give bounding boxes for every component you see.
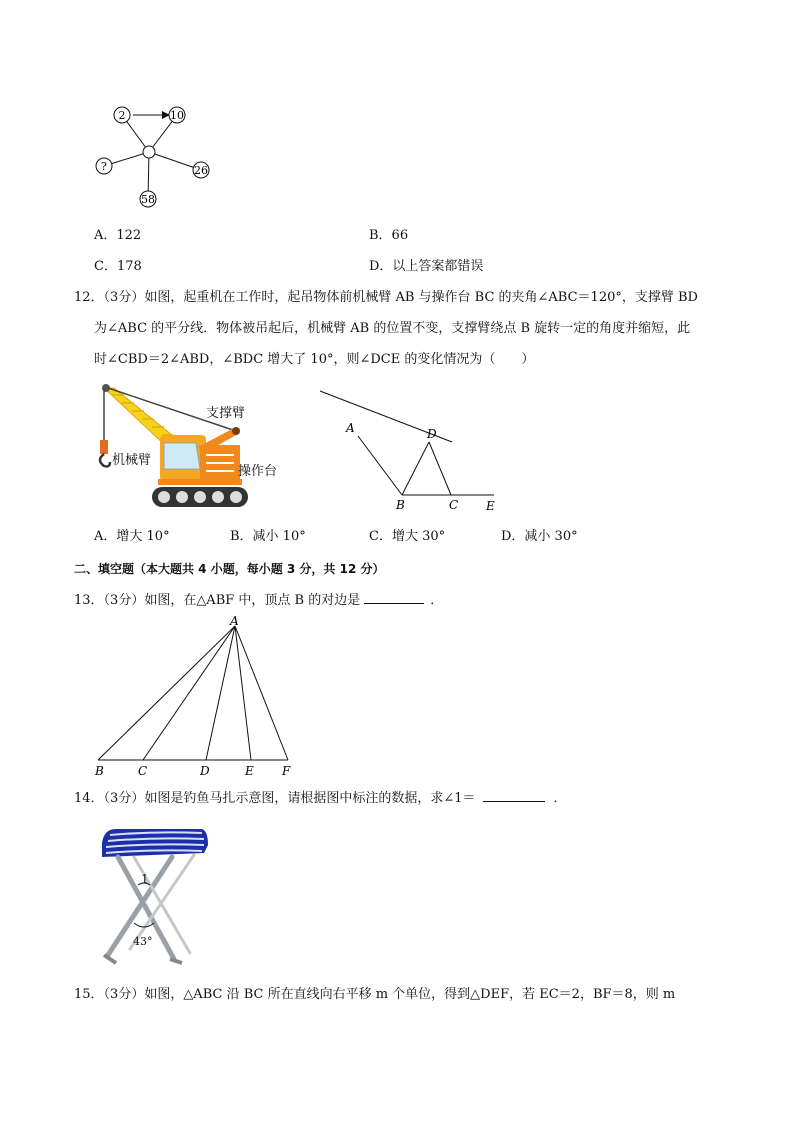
svg-text:10: 10 <box>170 109 184 122</box>
svg-text:A: A <box>346 421 355 435</box>
svg-text:C: C <box>138 764 148 778</box>
q14-question <box>74 788 567 808</box>
svg-text:机械臂: 机械臂 <box>112 453 152 468</box>
fishing-stool-illustration <box>94 823 214 973</box>
svg-text:E: E <box>245 764 254 778</box>
q13-question <box>74 590 443 610</box>
q12-option-d: D．减小 30° <box>501 529 578 544</box>
q13-end: ． <box>430 593 444 608</box>
q14-answer-blank <box>483 788 545 802</box>
svg-text:26: 26 <box>194 164 208 177</box>
svg-text:E: E <box>486 499 495 513</box>
q11-figure <box>90 100 220 212</box>
svg-text:58: 58 <box>141 193 155 206</box>
q11-option-d: D．以上答案都错误 <box>369 259 484 274</box>
q15-line1: 15．（3分）如图，△ABC 沿 BC 所在直线向右平移 m 个单位，得到△DEF，若 EC＝2，BF＝8，则 m <box>74 987 676 1002</box>
q12-line1: 12．（3分）如图，起重机在工作时，起吊物体前机械臂 AB 与操作台 BC 的夹角∠ABC＝120°，支撑臂 BD <box>74 290 698 305</box>
q13-answer-blank <box>364 590 424 604</box>
q13-triangle-figure <box>88 613 298 783</box>
svg-text:D: D <box>427 427 437 441</box>
q11-option-b: B．66 <box>369 228 409 243</box>
svg-text:D: D <box>200 764 210 778</box>
q14-text: 14．（3分）如图是钓鱼马扎示意图，请根据图中标注的数据，求∠1＝ <box>74 791 476 806</box>
q11-option-c: C．178 <box>94 259 142 274</box>
q11-option-a: A．122 <box>94 228 142 243</box>
svg-text:支撑臂: 支撑臂 <box>206 406 246 421</box>
q12-line3: 时∠CBD＝2∠ABD，∠BDC 增大了 10°，则∠DCE 的变化情况为（ ） <box>94 352 535 367</box>
q14-end: ． <box>553 791 567 806</box>
svg-text:43°: 43° <box>133 935 153 948</box>
svg-text:B: B <box>396 498 405 512</box>
svg-text:C: C <box>449 498 459 512</box>
q12-option-c: C．增大 30° <box>369 529 446 544</box>
svg-text:F: F <box>282 764 291 778</box>
crane-illustration <box>94 383 294 511</box>
svg-text:B: B <box>95 764 104 778</box>
q12-geometry-figure <box>312 386 512 516</box>
svg-text:A: A <box>230 614 239 628</box>
svg-text:?: ? <box>101 160 107 173</box>
q12-line2: 为∠ABC 的平分线．物体被吊起后，机械臂 AB 的位置不变，支撑臂绕点 B 旋转一定的角度并缩短，此 <box>94 321 691 336</box>
svg-text:2: 2 <box>118 109 126 122</box>
section-2-title: 二、填空题（本大题共 4 小题，每小题 3 分，共 12 分） <box>74 562 385 576</box>
svg-text:操作台: 操作台 <box>238 464 278 479</box>
q13-text: 13．（3分）如图，在△ABF 中，顶点 B 的对边是 <box>74 593 361 608</box>
svg-text:1: 1 <box>141 872 149 886</box>
q12-option-b: B．减小 10° <box>230 529 306 544</box>
q12-option-a: A．增大 10° <box>94 529 170 544</box>
